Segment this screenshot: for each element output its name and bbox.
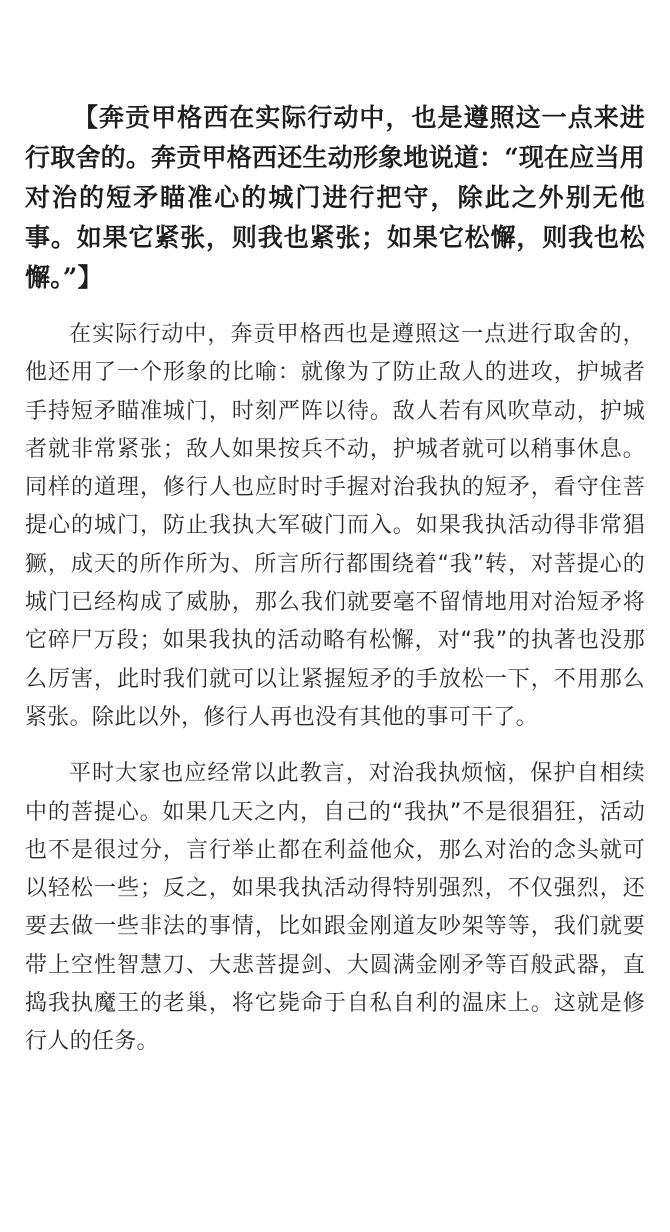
quoted-teaching: 【奔贡甲格西在实际行动中，也是遵照这一点来进行取舍的。奔贡甲格西还生动形象地说道：“现在应当用对治的短矛瞄准心的城门进行把守，除此之外别无他事。如果它紧张，则我也紧张；如果它松懈，则我也松懈。”】	[25, 103, 645, 292]
commentary-paragraph-2: 平时大家也应经常以此教言，对治我执烦恼，保护自相续中的菩提心。如果几天之内，自己的“我执”不是很猖狂，活动也不是很过分，言行举止都在利益他众，那么对治的念头就可以轻松一些；反之，如果我执活动得特别强烈，不仅强烈，还要去做一些非法的事情，比如跟金刚道友吵架等等，我们就要带上空性智慧刀、大悲菩提剑、大圆满金刚矛等百般武器，直捣我执魔王的老巢，将它毙命于自私自利的温床上。这就是修行人的任务。	[25, 761, 645, 1055]
commentary-paragraph-1: 在实际行动中，奔贡甲格西也是遵照这一点进行取舍的，他还用了一个形象的比喻：就像为了防止敌人的进攻，护城者手持短矛瞄准城门，时刻严阵以待。敌人若有风吹草动，护城者就非常紧张；敌人如果按兵不动，护城者就可以稍事休息。同样的道理，修行人也应时时手握对治我执的短矛，看守住菩提心的城门，防止我执大军破门而入。如果我执活动得非常猖獗，成天的所作所为、所言所行都围绕着“我”转，对菩提心的城门已经构成了威胁，那么我们就要毫不留情地用对治短矛将它碎尸万段；如果我执的活动略有松懈，对“我”的执著也没那么厉害，此时我们就可以让紧握短矛的手放松一下，不用那么紧张。除此以外，修行人再也没有其他的事可干了。	[25, 322, 645, 730]
article-body	[25, 98, 645, 1080]
